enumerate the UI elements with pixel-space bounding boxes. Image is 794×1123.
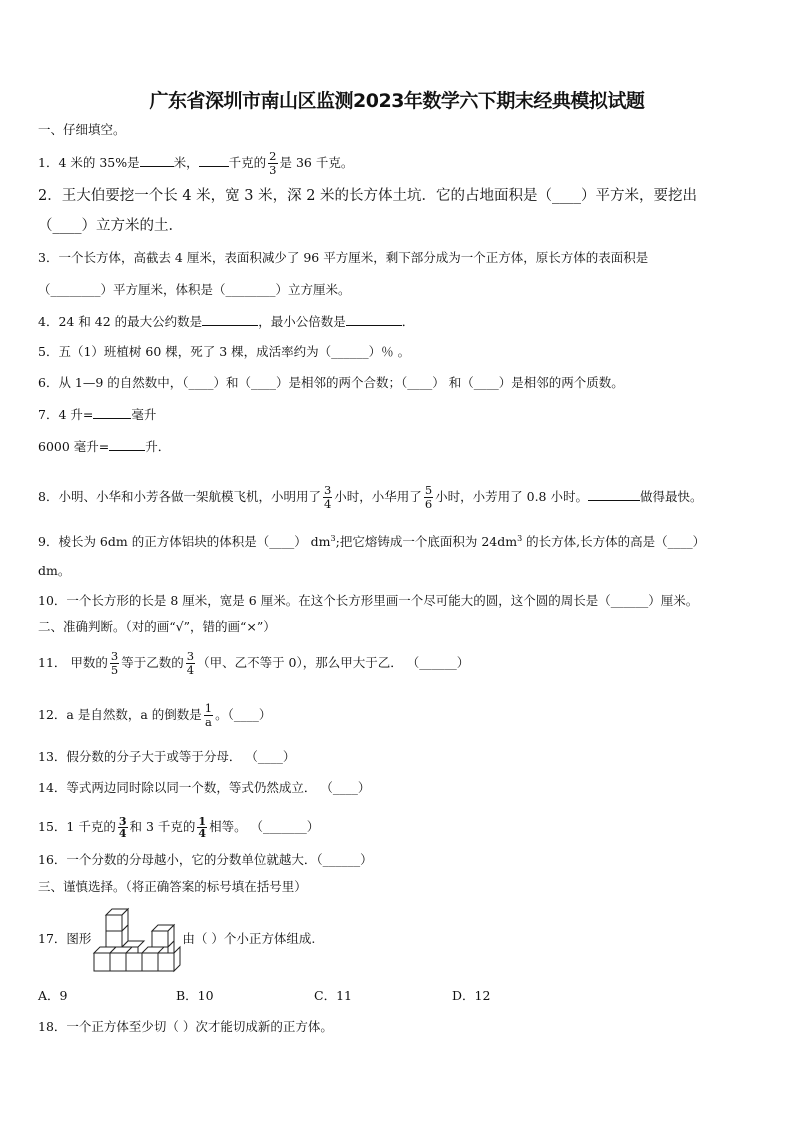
answer-blank[interactable] [199, 154, 229, 167]
question-9-line-2: dm。 [38, 563, 71, 578]
section-heading-1: 一、仔细填空。 [38, 122, 126, 137]
answer-blank[interactable] [588, 488, 640, 501]
question-4: 4．24 和 42 的最大公约数是 ，最小公倍数是 ． [38, 314, 415, 329]
fraction: $\frac{3}{4}$ [323, 483, 332, 511]
fraction: $\frac{2}{3}$ [269, 149, 277, 177]
question-8: 8．小明、小华和小芳各做一架航模飞机，小明用了 $\frac{3}{4}$ 小时，小华用了 $\frac{5}{6}$ 小时，小芳用了 0.8 小时。 做得最快。 [38, 483, 703, 511]
option-d[interactable]: D．12 [452, 988, 491, 1003]
question-14: 14．等式两边同时除以同一个数，等式仍然成立． （____） [38, 780, 371, 795]
question-15: 15．1 千克的 $\frac{3}{4}$ 和 3 千克的 $\frac{1}{4}$ 相等。 （_______） [38, 815, 320, 840]
question-11: 11． 甲数的 $\frac{3}{5}$ 等于乙数的 $\frac{3}{4}$ （甲、乙不等于 0），那么甲大于乙． （______） [38, 649, 470, 677]
fraction: $\frac{1}{4}$ [198, 815, 207, 840]
question-2-line-2: （____）立方米的土． [38, 218, 183, 234]
answer-blank[interactable] [346, 313, 402, 326]
question-9: 9．棱长为 6dm 的正方体铝块的体积是（____） $dm^3$;把它熔铸成一个底面积为 $24dm^3$ 的长方体,长方体的高是（____） [38, 534, 706, 550]
question-7-line-2: 6000 毫升= 升． [38, 439, 171, 454]
option-b[interactable]: B．10 [176, 988, 214, 1003]
cube-stack-figure [92, 903, 182, 975]
fraction: $\frac{3}{4}$ [118, 815, 127, 840]
answer-blank[interactable] [93, 406, 131, 419]
question-16: 16．一个分数的分母越小，它的分数单位就越大．（______） [38, 852, 373, 867]
page-title: 广东省深圳市南山区监测2023年数学六下期末经典模拟试题 [149, 90, 645, 112]
question-5: 5．五（1）班植树 60 棵，死了 3 棵，成活率约为（______）％ 。 [38, 344, 411, 359]
question-12: 12．a 是自然数，a 的倒数是 $\frac{1}{a}$ 。（____） [38, 701, 272, 729]
question-17-options [38, 988, 490, 1004]
question-3-line-2: （________）平方厘米，体积是（________）立方厘米。 [38, 282, 351, 297]
question-18: 18．一个正方体至少切（ ）次才能切成新的正方体。 [38, 1019, 333, 1034]
question-13: 13．假分数的分子大于或等于分母． （____） [38, 749, 296, 764]
question-17: 17．图形 由（ ）个小正方体组成. [38, 931, 316, 946]
section-heading-3: 三、谨慎选择。（将正确答案的标号填在括号里） [38, 879, 307, 894]
fraction: $\frac{3}{5}$ [110, 649, 119, 677]
answer-blank[interactable] [109, 438, 145, 451]
option-a[interactable]: A．9 [38, 988, 68, 1003]
fraction: $\frac{5}{6}$ [424, 483, 433, 511]
question-3-line-1: 3．一个长方体，高截去 4 厘米，表面积减少了 96 平方厘米，剩下部分成为一个正方体，原长方体的表面积是 [38, 250, 649, 265]
question-1: 1．4 米的 35%是 米， 千克的 $\frac{2}{3}$ 是 36 千克。 [38, 149, 354, 177]
question-7-line-1: 7．4 升= 毫升 [38, 407, 157, 422]
answer-blank[interactable] [140, 154, 174, 167]
fraction: $\frac{3}{4}$ [186, 649, 195, 677]
question-6: 6．从 1—9 的自然数中，（____）和（____）是相邻的两个合数；（____） 和（____）是相邻的两个质数。 [38, 375, 624, 390]
question-2-line-1: 2．王大伯要挖一个长 4 米，宽 3 米，深 2 米的长方体土坑．它的占地面积是（____）平方米，要挖出 [38, 188, 698, 204]
question-10: 10．一个长方形的长是 8 厘米，宽是 6 厘米。在这个长方形里画一个尽可能大的圆，这个圆的周长是（______）厘米。 [38, 593, 699, 608]
fraction: $\frac{1}{a}$ [204, 701, 213, 729]
section-heading-2: 二、准确判断。（对的画“√”，错的画“×”） [38, 619, 276, 634]
option-c[interactable]: C．11 [314, 988, 352, 1003]
answer-blank[interactable] [202, 313, 258, 326]
